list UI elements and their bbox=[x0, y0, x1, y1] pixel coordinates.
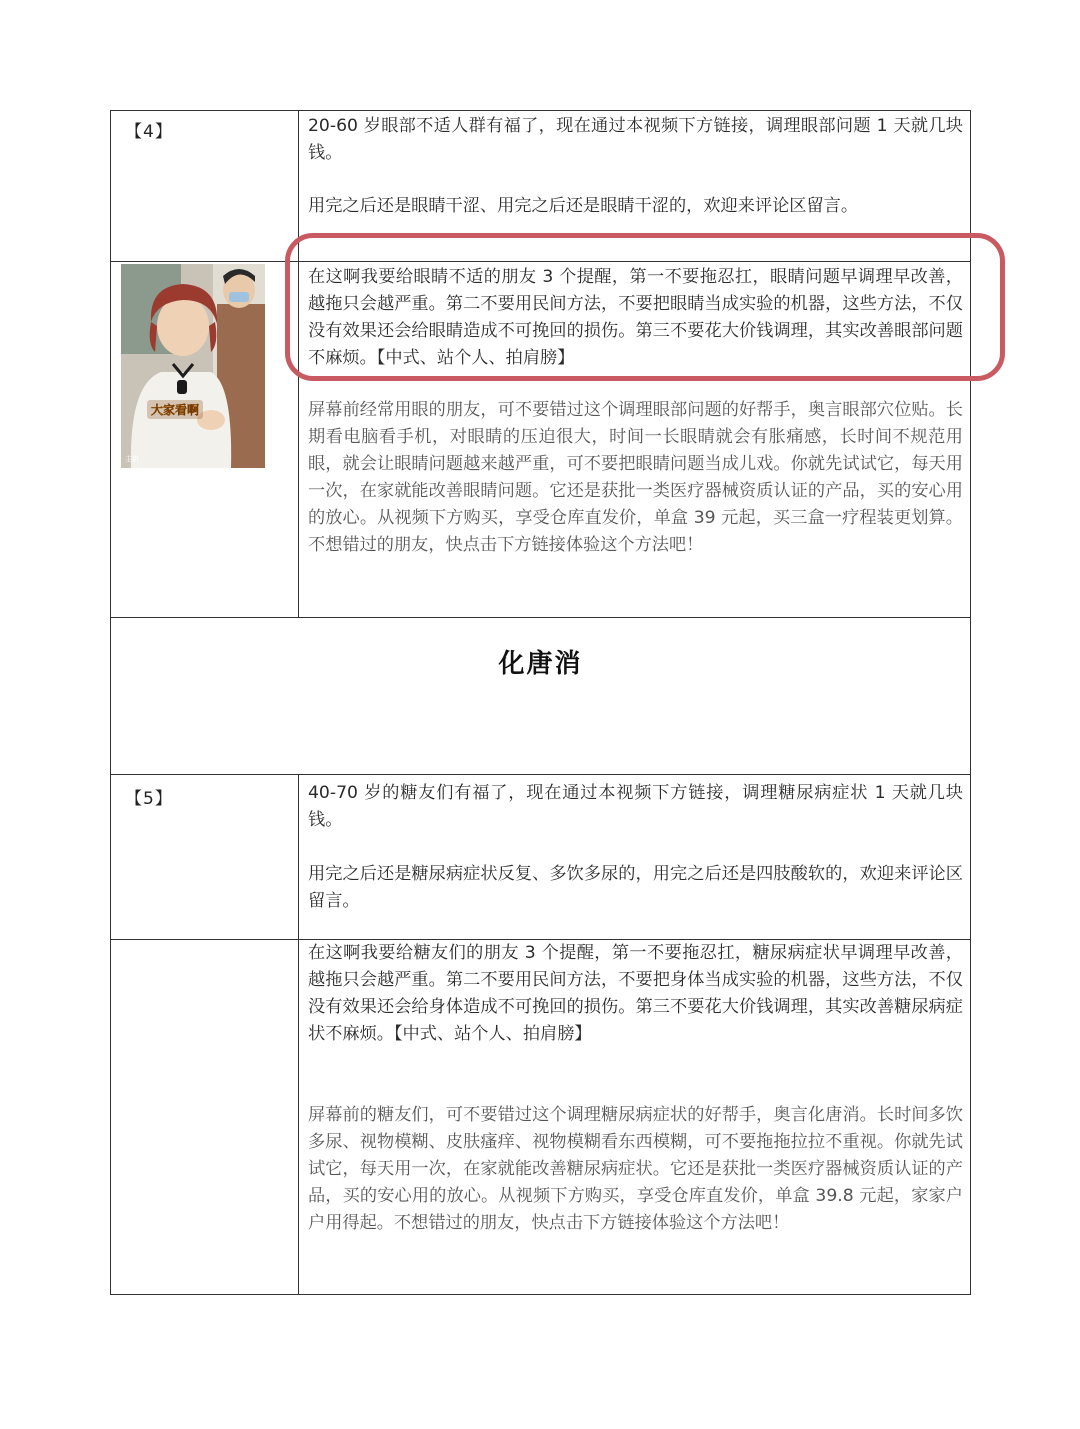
row5-comment-prompt: 用完之后还是糖尿病症状反复、多饮多尿的，用完之后还是四肢酸软的，欢迎来评论区留言。 bbox=[308, 864, 963, 911]
section-title: 化唐消 bbox=[498, 649, 583, 679]
row-label-5: 【5】 bbox=[125, 789, 173, 809]
thumbnail-caption: 大家看啊 bbox=[147, 400, 203, 419]
row5b-reminder-text: 在这啊我要给糖友们的朋友 3 个提醒，第一不要拖忍扛，糖尿病症状早调理早改善，越拖只会越严重。第二不要用民间方法，不要把身体当成实验的机器，这些方法，不仅没有效果还会给身体造成不可挽回的损伤。第三不要花大价钱调理，其实改善糖尿病症状不麻烦。【中式、站个人、拍肩膀】 bbox=[308, 943, 963, 1044]
row4b-reminder-text: 在这啊我要给眼睛不适的朋友 3 个提醒，第一不要拖忍扛，眼睛问题早调理早改善，越拖只会越严重。第二不要用民间方法，不要把眼睛当成实验的机器，这些方法，不仅没有效果还会给眼睛造成不可挽回的损伤。第三不要花大价钱调理，其实改善眼部问题不麻烦。【中式、站个人、拍肩膀】 bbox=[308, 267, 963, 368]
row-divider bbox=[111, 617, 970, 618]
row4-comment-prompt: 用完之后还是眼睛干涩、用完之后还是眼睛干涩的，欢迎来评论区留言。 bbox=[308, 196, 859, 216]
row4-intro-text: 20-60 岁眼部不适人群有福了，现在通过本视频下方链接，调理眼部问题 1 天就几块钱。 bbox=[308, 116, 963, 163]
row-label-4: 【4】 bbox=[125, 122, 173, 142]
highlight-annotation bbox=[285, 233, 1005, 381]
column-divider bbox=[298, 774, 299, 1295]
thumbnail-corner-text: 主讲 bbox=[125, 455, 139, 463]
row4b-product-pitch: 屏幕前经常用眼的朋友，可不要错过这个调理眼部问题的好帮手，奥言眼部穴位贴。长期看电脑看手机，对眼睛的压迫很大，时间一长眼睛就会有胀痛感，长时间不规范用眼，就会让眼睛问题越来越严重，可不要把眼睛问题当成儿戏。你就先试试它，每天用一次，在家就能改善眼睛问题。它还是获批一类医疗器械资质认证的产品，买的安心用的放心。从视频下方购买，享受仓库直发价，单盒 39 元起，买三盒一疗程装更划算。不想错过的朋友，快点击下方链接体验这个方法吧！ bbox=[308, 400, 963, 555]
presenter-image bbox=[121, 264, 265, 468]
row5b-product-pitch: 屏幕前的糖友们，可不要错过这个调理糖尿病症状的好帮手，奥言化唐消。长时间多饮多尿、视物模糊、皮肤瘙痒、视物模糊看东西模糊，可不要拖拖拉拉不重视。你就先试试它，每天用一次，在家就能改善糖尿病症状。它还是获批一类医疗器械资质认证的产品，买的安心用的放心。从视频下方购买，享受仓库直发价，单盒 39.8 元起，家家户户用得起。不想错过的朋友，快点击下方链接体验这个方法吧！ bbox=[308, 1105, 963, 1233]
row-divider bbox=[111, 774, 970, 775]
video-thumbnail bbox=[121, 264, 265, 468]
row5-intro-text: 40-70 岁的糖友们有福了，现在通过本视频下方链接，调理糖尿病症状 1 天就几块钱。 bbox=[308, 783, 963, 830]
